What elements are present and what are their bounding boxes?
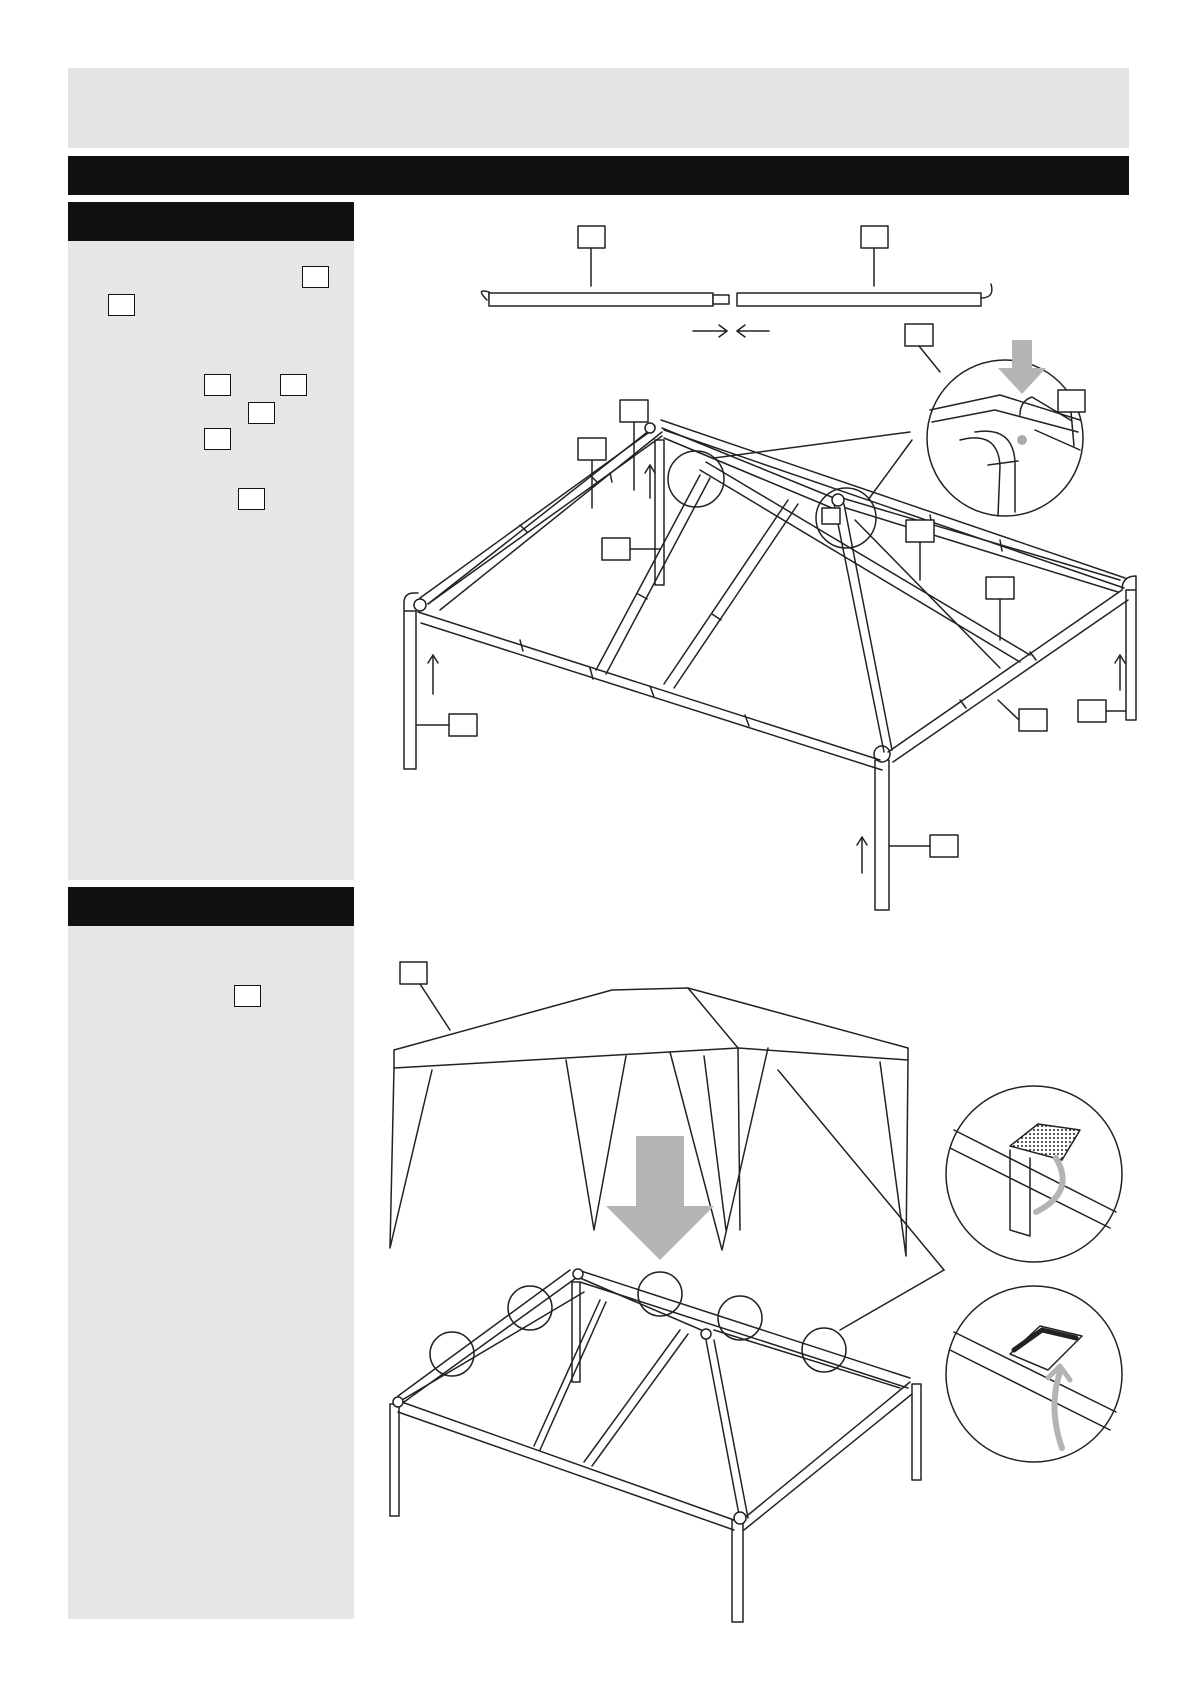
join-arrows-icon <box>693 325 769 337</box>
up-arrow-icon <box>428 655 438 694</box>
canopy-diagram <box>390 962 944 1330</box>
hub-magnified-view <box>927 340 1085 516</box>
pole-join-detail <box>481 226 991 337</box>
tab-fold-icon <box>946 1286 1122 1462</box>
up-arrow-icon <box>1115 655 1125 690</box>
up-arrow-icon <box>857 837 867 873</box>
push-down-arrow-icon <box>606 1136 714 1260</box>
velcro-strap-icon <box>946 1086 1122 1262</box>
up-arrow-icon <box>645 465 655 498</box>
frame-diagram-step2 <box>390 1269 921 1622</box>
